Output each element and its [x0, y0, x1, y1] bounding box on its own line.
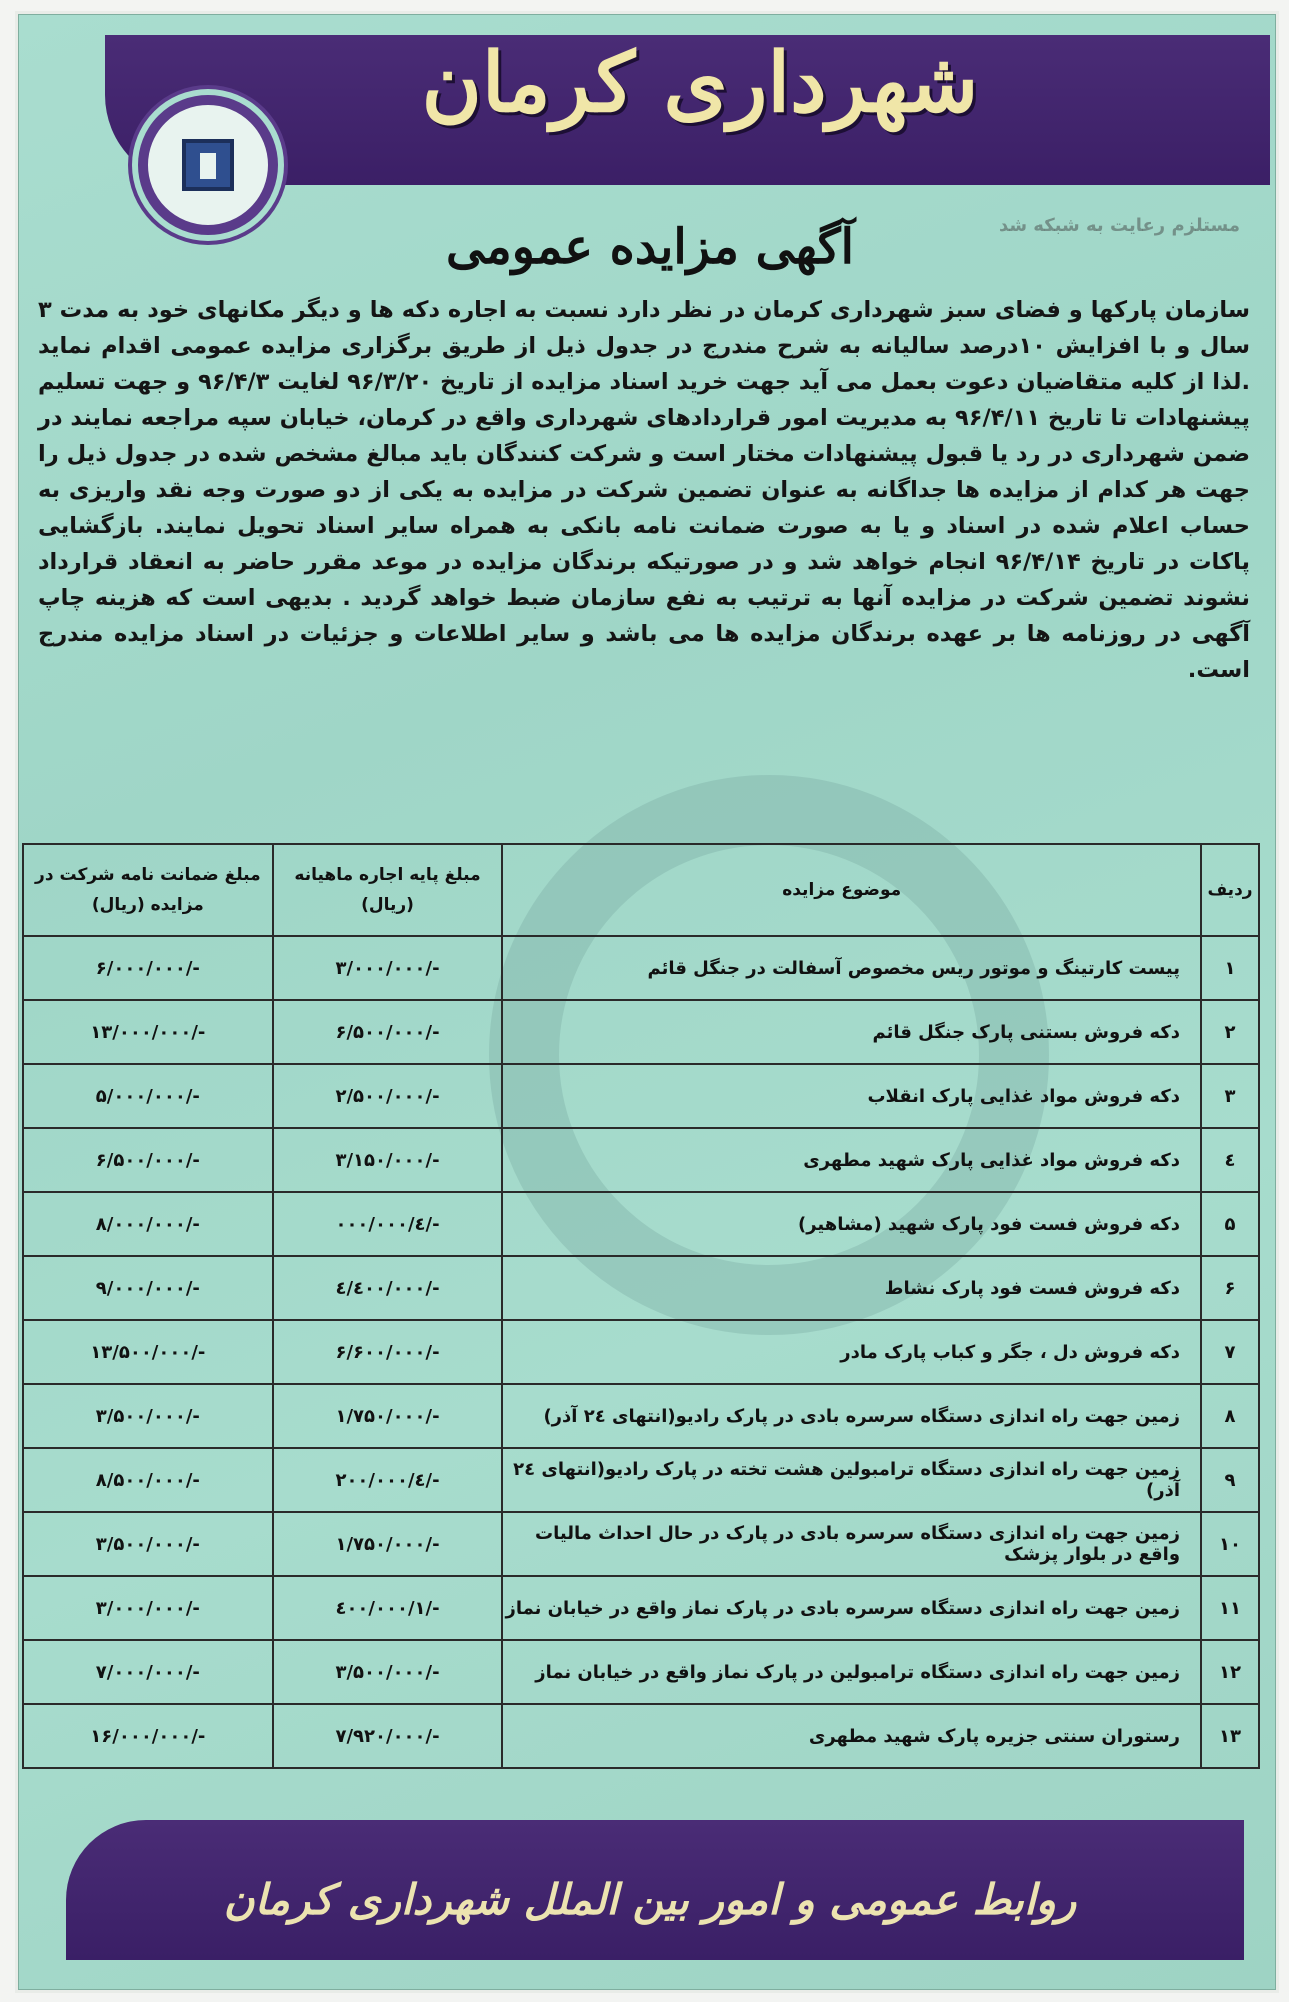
table-row [23, 1256, 1259, 1320]
row-subject: زمین جهت راه اندازی دستگاه سرسره بادی در پارک در حال احداث مالیات واقع در بلوار پزشک [502, 1512, 1201, 1576]
emblem-center-icon [182, 139, 234, 191]
row-rent: -/۳/۱۵۰/۰۰۰ [273, 1128, 503, 1192]
row-guarantee: -/۸/۰۰۰/۰۰۰ [23, 1192, 273, 1256]
row-rent: -/۶/۶۰۰/۰۰۰ [273, 1320, 503, 1384]
table-row [23, 1384, 1259, 1448]
row-index: ۱ [1201, 936, 1259, 1000]
row-rent: -/٤/۲۰۰/۰۰۰ [273, 1448, 503, 1512]
row-guarantee: -/۳/۵۰۰/۰۰۰ [23, 1512, 273, 1576]
table-row [23, 1576, 1259, 1640]
row-index: ۷ [1201, 1320, 1259, 1384]
row-index: ۶ [1201, 1256, 1259, 1320]
table-row [23, 936, 1259, 1000]
row-index: ٤ [1201, 1128, 1259, 1192]
row-guarantee: -/۶/۰۰۰/۰۰۰ [23, 936, 273, 1000]
footer-signature: روابط عمومی و امور بین الملل شهرداری کرمان [223, 1875, 1077, 1924]
row-index: ۲ [1201, 1000, 1259, 1064]
table-row [23, 1128, 1259, 1192]
row-rent: -/۱/۷۵۰/۰۰۰ [273, 1384, 503, 1448]
notice-title: آگهی مزایده عمومی [446, 219, 854, 275]
row-guarantee: -/۱۶/۰۰۰/۰۰۰ [23, 1704, 273, 1768]
row-subject: دکه فروش فست فود پارک نشاط [502, 1256, 1201, 1320]
row-guarantee: -/۱۳/۵۰۰/۰۰۰ [23, 1320, 273, 1384]
row-index: ۸ [1201, 1384, 1259, 1448]
table-row [23, 1192, 1259, 1256]
header-subject: موضوع مزایده [502, 844, 1201, 936]
row-index: ۱۰ [1201, 1512, 1259, 1576]
auction-table [22, 843, 1260, 1769]
row-rent: -/۱/٤۰۰/۰۰۰ [273, 1576, 503, 1640]
header-rent: مبلغ پایه اجاره ماهیانه (ریال) [273, 844, 503, 936]
header-guarantee: مبلغ ضمانت نامه شرکت در مزایده (ریال) [23, 844, 273, 936]
row-subject: دکه فروش مواد غذایی پارک شهید مطهری [502, 1128, 1201, 1192]
table-row [23, 1640, 1259, 1704]
row-index: ۱۱ [1201, 1576, 1259, 1640]
table-header-row [23, 844, 1259, 936]
row-index: ۵ [1201, 1192, 1259, 1256]
row-subject: زمین جهت راه اندازی دستگاه ترامبولین در پارک نماز واقع در خیابان نماز [502, 1640, 1201, 1704]
row-subject: پیست کارتینگ و موتور ریس مخصوص آسفالت در جنگل قائم [502, 936, 1201, 1000]
row-guarantee: -/۳/۵۰۰/۰۰۰ [23, 1384, 273, 1448]
table-row [23, 1000, 1259, 1064]
table-row [23, 1064, 1259, 1128]
row-subject: رستوران سنتی جزیره پارک شهید مطهری [502, 1704, 1201, 1768]
row-rent: -/۶/۵۰۰/۰۰۰ [273, 1000, 503, 1064]
row-index: ۹ [1201, 1448, 1259, 1512]
table-row [23, 1448, 1259, 1512]
row-guarantee: -/۷/۰۰۰/۰۰۰ [23, 1640, 273, 1704]
row-rent: -/۷/۹۲۰/۰۰۰ [273, 1704, 503, 1768]
row-subject: دکه فروش فست فود پارک شهید (مشاهیر) [502, 1192, 1201, 1256]
row-guarantee: -/۵/۰۰۰/۰۰۰ [23, 1064, 273, 1128]
row-index: ۱۲ [1201, 1640, 1259, 1704]
row-rent: -/۳/۰۰۰/۰۰۰ [273, 936, 503, 1000]
row-rent: -/٤/۰۰۰/۰۰۰ [273, 1192, 503, 1256]
row-guarantee: -/۹/۰۰۰/۰۰۰ [23, 1256, 273, 1320]
row-guarantee: -/۱۳/۰۰۰/۰۰۰ [23, 1000, 273, 1064]
row-subject: زمین جهت راه اندازی دستگاه سرسره بادی در پارک نماز واقع در خیابان نماز [502, 1576, 1201, 1640]
row-rent: -/۳/۵۰۰/۰۰۰ [273, 1640, 503, 1704]
faint-stamp-text: مستلزم رعایت به شبکه شد [998, 215, 1240, 236]
org-title: شهرداری کرمان [421, 35, 979, 131]
row-subject: دکه فروش مواد غذایی پارک انقلاب [502, 1064, 1201, 1128]
row-index: ۱۳ [1201, 1704, 1259, 1768]
header-index: ردیف [1201, 844, 1259, 936]
municipality-emblem-icon [138, 95, 278, 235]
row-subject: دکه فروش بستنی پارک جنگل قائم [502, 1000, 1201, 1064]
table-row [23, 1320, 1259, 1384]
row-rent: -/۲/۵۰۰/۰۰۰ [273, 1064, 503, 1128]
row-guarantee: -/۳/۰۰۰/۰۰۰ [23, 1576, 273, 1640]
row-subject: دکه فروش دل ، جگر و کباب پارک مادر [502, 1320, 1201, 1384]
row-rent: -/۱/۷۵۰/۰۰۰ [273, 1512, 503, 1576]
row-index: ۳ [1201, 1064, 1259, 1128]
table-row [23, 1512, 1259, 1576]
row-guarantee: -/۶/۵۰۰/۰۰۰ [23, 1128, 273, 1192]
row-subject: زمین جهت راه اندازی دستگاه ترامبولین هشت تخته در پارک رادیو(انتهای ٢٤ آذر) [502, 1448, 1201, 1512]
row-rent: -/٤/٤۰۰/۰۰۰ [273, 1256, 503, 1320]
notice-paragraph: سازمان پارکها و فضای سبز شهرداری کرمان در نظر دارد نسبت به اجاره دکه ها و دیگر مکانهای خود به مدت ۳ سال و با افزایش ۱۰درصد سالیانه به شرح مندرج در جدول ذیل از طریق برگزاری مزایده عمومی اقدام نماید .لذا از کلیه متقاضیان دعوت بعمل می آید جهت خرید اسناد مزایده از تاریخ ۹۶/۳/۲۰ لغایت ۹۶/۴/۳ و جهت تسلیم پیشنهادات تا تاریخ ۹۶/۴/۱۱ به مدیریت امور قراردادهای شهرداری واقع در کرمان، خیابان سپه مراجعه نمایند در ضمن شهرداری در رد یا قبول پیشنهادات مختار است و شرکت کنندگان باید مبالغ مشخص شده در جدول ذیل را جهت هر کدام از مزایده ها جداگانه به عنوان تضمین شرکت در مزایده به یکی از دو صورت وجه نقد واریزی به حساب اعلام شده در اسناد و یا به صورت ضمانت نامه بانکی به همراه سایر اسناد تحویل نمایند. بازگشایی پاکات در تاریخ ۹۶/۴/۱۴ انجام خواهد شد و در صورتیکه برندگان مزایده در موعد مقرر حاضر به انعقاد قرارداد نشوند تضمین شرکت در مزایده آنها به ترتیب به نفع سازمان ضبط خواهد گردید . بدیهی است که هزینه چاپ آگهی در روزنامه ها بر عهده برندگان مزایده ها می باشد و سایر اطلاعات و جزئیات در اسناد مزایده مندرج است. [38, 297, 1251, 683]
row-guarantee: -/۸/۵۰۰/۰۰۰ [23, 1448, 273, 1512]
row-subject: زمین جهت راه اندازی دستگاه سرسره بادی در پارک رادیو(انتهای ٢٤ آذر) [502, 1384, 1201, 1448]
table-row [23, 1704, 1259, 1768]
